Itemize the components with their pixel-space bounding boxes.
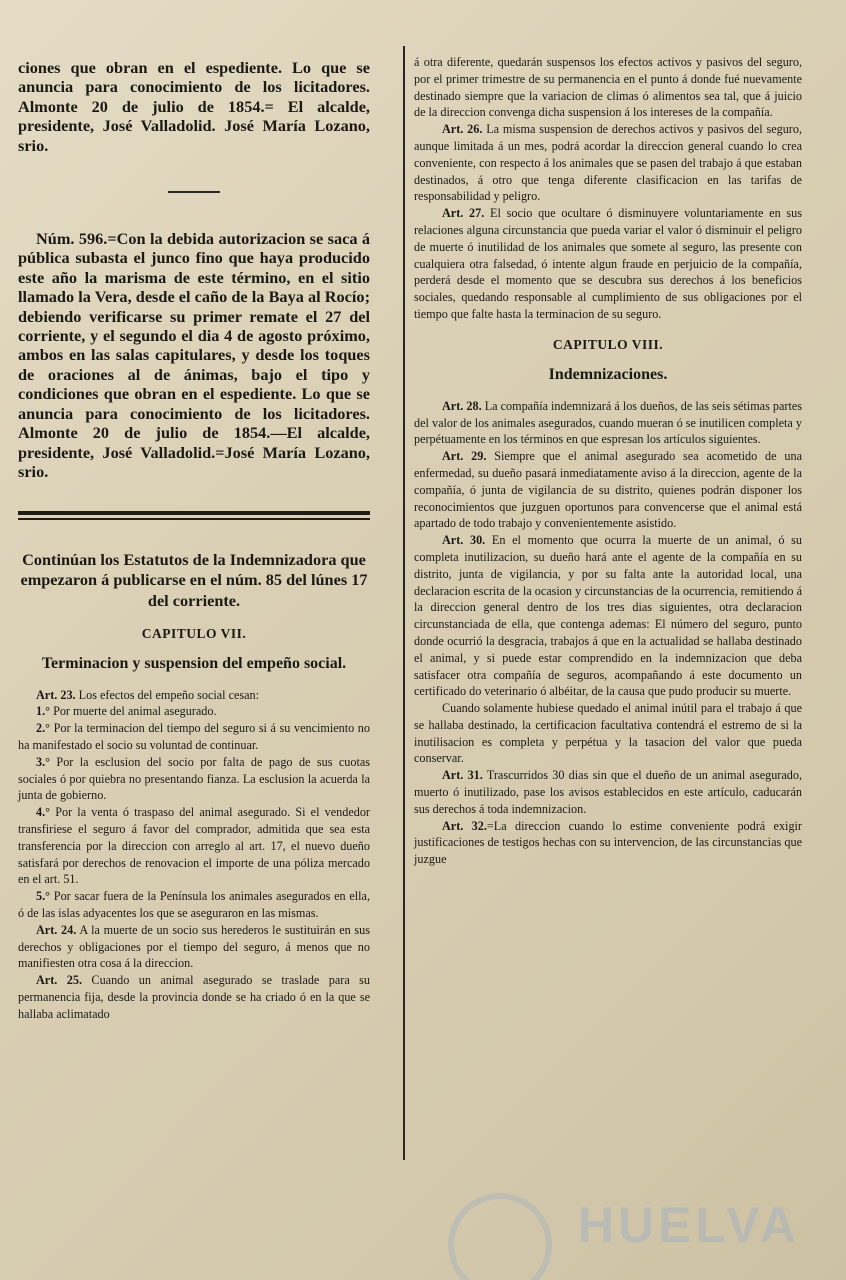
article-31: Art. 31. Trascurridos 30 dias sin que el dueño de un animal asegurado, muerto ó inutilizado, pase los avisos establecidos en este artículo, caducarán sus derechos á toda indemnizacion. <box>414 768 803 816</box>
article-23: Art. 23. Los efectos del empeño social cesan: <box>36 687 260 702</box>
chapter-vii-title: Terminacion y suspension del empeño social. <box>41 654 347 672</box>
chapter-viii-heading: CAPITULO VIII. <box>552 336 664 352</box>
notice-number: Núm. 596.= <box>36 229 117 249</box>
article-27: Art. 27. El socio que ocultare ó disminuyere voluntariamente en sus relaciones alguna circunstancia que pueda variar el valor ó disminuir el peligro de muerte ó inutilidad de los animales que somete al seguro, las presente con cualquiera otra falsedad, ó intente algun fraude en perjuicio de la compañía, perderá desde el momento que se descubra sus derechos á los beneficios sociales, quedando responsable al cumplimiento de sus obligaciones por el tiempo que falte hasta la terminacion de su seguro. <box>414 206 802 321</box>
item-4: 4.° Por la venta ó traspaso del animal asegurado. Si el vendedor transfiriese el seguro á favor del comprador, admitida que sea esta transferencia por la direccion con arreglo al art. 17, el nuevo dueño satisfará por derechos de renovacion el importe de una póliza mercado en el art. 51. <box>18 805 370 887</box>
article-28: Art. 28. La compañía indemnizará á los dueños, de las seis sétimas partes del valor de los animales asegurados, cuando mueran ó se inutilicen completa y perpétuamente en los términos en que espresan los artículos siguientes. <box>414 398 802 447</box>
article-26: Art. 26. La misma suspension de derechos activos y pasivos del seguro, aunque limitada á un mes, podrá acordar la direccion general cuando lo crea conveniente, con respecto á los animales que se pasen del trabajo á que estaban destinados, á otro que tenga diferente clasificacion en las tarifas de responsabilidad y peligro. <box>414 122 802 204</box>
article-29: Art. 29. Siempre que el animal asegurado sea acometido de una enfermedad, su dueño pasará inmediatamente aviso á la direccion, agente de la compañía, ó junta de vigilancia de su distrito, quienes podrán disponer los reconocimientos que juzguen oportunos para convencerse que el animal está apartado de todo trabajo y convenientemente asistido. <box>414 449 802 531</box>
column-divider <box>403 46 405 1160</box>
right-column <box>414 0 802 868</box>
notice-596-text: Con la debida autorizacion se saca á pública subasta el junco fino que haya producido este año la marisma de este término, en el sitio llamado la Vera, desde el caño de la Baya al Rocío; debiendo verificarse su primer remate el 27 del corriente, y el segundo el dia 4 de agosto próximo, ambos en las salas capitulares, y desde los toques de oraciones al de ánimas, bajo el tipo y condiciones que obran en el espediente. Lo que se anuncia para conocimiento de los licitadores. Almonte 20 de julio de 1854.—El alcalde, presidente, José Valladolid.=José María Lozano, srio. <box>18 229 370 481</box>
item-3: 3.° Por la esclusion del socio por falta de pago de sus cuotas sociales ó por quiebra no presentando fianza. La esclusion la acuerda la junta de gobierno. <box>18 754 370 803</box>
notice-end-paragraph: ciones que obran en el espediente. Lo que se anuncia para conocimiento de los licitadores. Almonte 20 de julio de 1854.= El alcalde, presidente, José Valladolid. José María Lozano, srio. <box>18 58 370 155</box>
archive-watermark: HUELVA <box>577 1197 800 1253</box>
article-25: Art. 25. Cuando un animal asegurado se traslade para su permanencia fija, desde la provincia donde se ha criado ó en la que se hallaba aclimatado <box>18 973 370 1021</box>
item-5: 5.° Por sacar fuera de la Península los animales asegurados en ella, ó de las islas adyacentes los que se aseguraron en las mismas. <box>18 889 370 920</box>
article-30: Art. 30. En el momento que ocurra la muerte de un animal, ó su completa inutilizacion, su dueño hará ante el agente de la compañía en su distrito, junta de vigilancia, y por su falta ante la autoridad local, una declaracion escrita de la ocasion y circunstancias de la ocurrencia, remitiendo á la direccion general dentro de los tres dias siguientes, otra declaracion circunstanciada de ella, que contenga ademas: El número del seguro, punto donde ocurrió la desgracia, trabajos á que en la actualidad se hallaba destinado el animal, y si puede estar comprendido en la indemnizacion que deba satisfacer otra compañía de seguros, acompañando á este documento un certificado do veterinario ó albéitar, de la causa que pudo producir su muerte. <box>414 533 802 699</box>
item-2: 2.° Por la terminacion del tiempo del seguro si á su vencimiento no ha manifestado el socio su voluntad de continuar. <box>18 721 370 752</box>
article-30-paragraph-2: Cuando solamente hubiese quedado el animal inútil para el trabajo á que se hallaba destinado, la certificacion facultativa contendrá el estremo de si la inutilisacion es completa y perpétua y la tasacion del valor que pueda conservar. <box>414 701 802 766</box>
article-25-continuation: á otra diferente, quedarán suspensos los efectos activos y pasivos del seguro, por el primer trimestre de su permanencia en el punto á donde fué nuevamente destinado siempre que la variacion de climas ó alimentos sea tal, que á juicio de la direccion convenga dicha suspension á los intereses de la compañía. <box>414 55 802 120</box>
article-32: Art. 32.=La direccion cuando lo estime conveniente podrá exigir justificaciones de testigos hechas con su intervencion, de las circunstancias que juzgue <box>414 818 802 867</box>
circle-emblem-icon <box>448 1193 552 1280</box>
item-1: 1.° Por muerte del animal asegurado. <box>36 704 217 719</box>
estatutos-heading: Continúan los Estatutos de la Indemnizadora que empezaron á publicarse en el núm. 85 del lúnes 17 del corriente. <box>20 549 368 610</box>
left-column <box>18 0 370 1023</box>
chapter-vii-heading: CAPITULO VII. <box>141 625 247 641</box>
section-rule-thick <box>18 511 370 515</box>
chapter-viii-title: Indemnizaciones. <box>548 365 668 383</box>
notice-596 <box>18 229 370 481</box>
article-24: Art. 24. A la muerte de un socio sus herederos le sustituirán en sus derechos y obligaciones por el tiempo del seguro, á menos que no manifiesten otra cosa á la direccion. <box>18 922 370 971</box>
